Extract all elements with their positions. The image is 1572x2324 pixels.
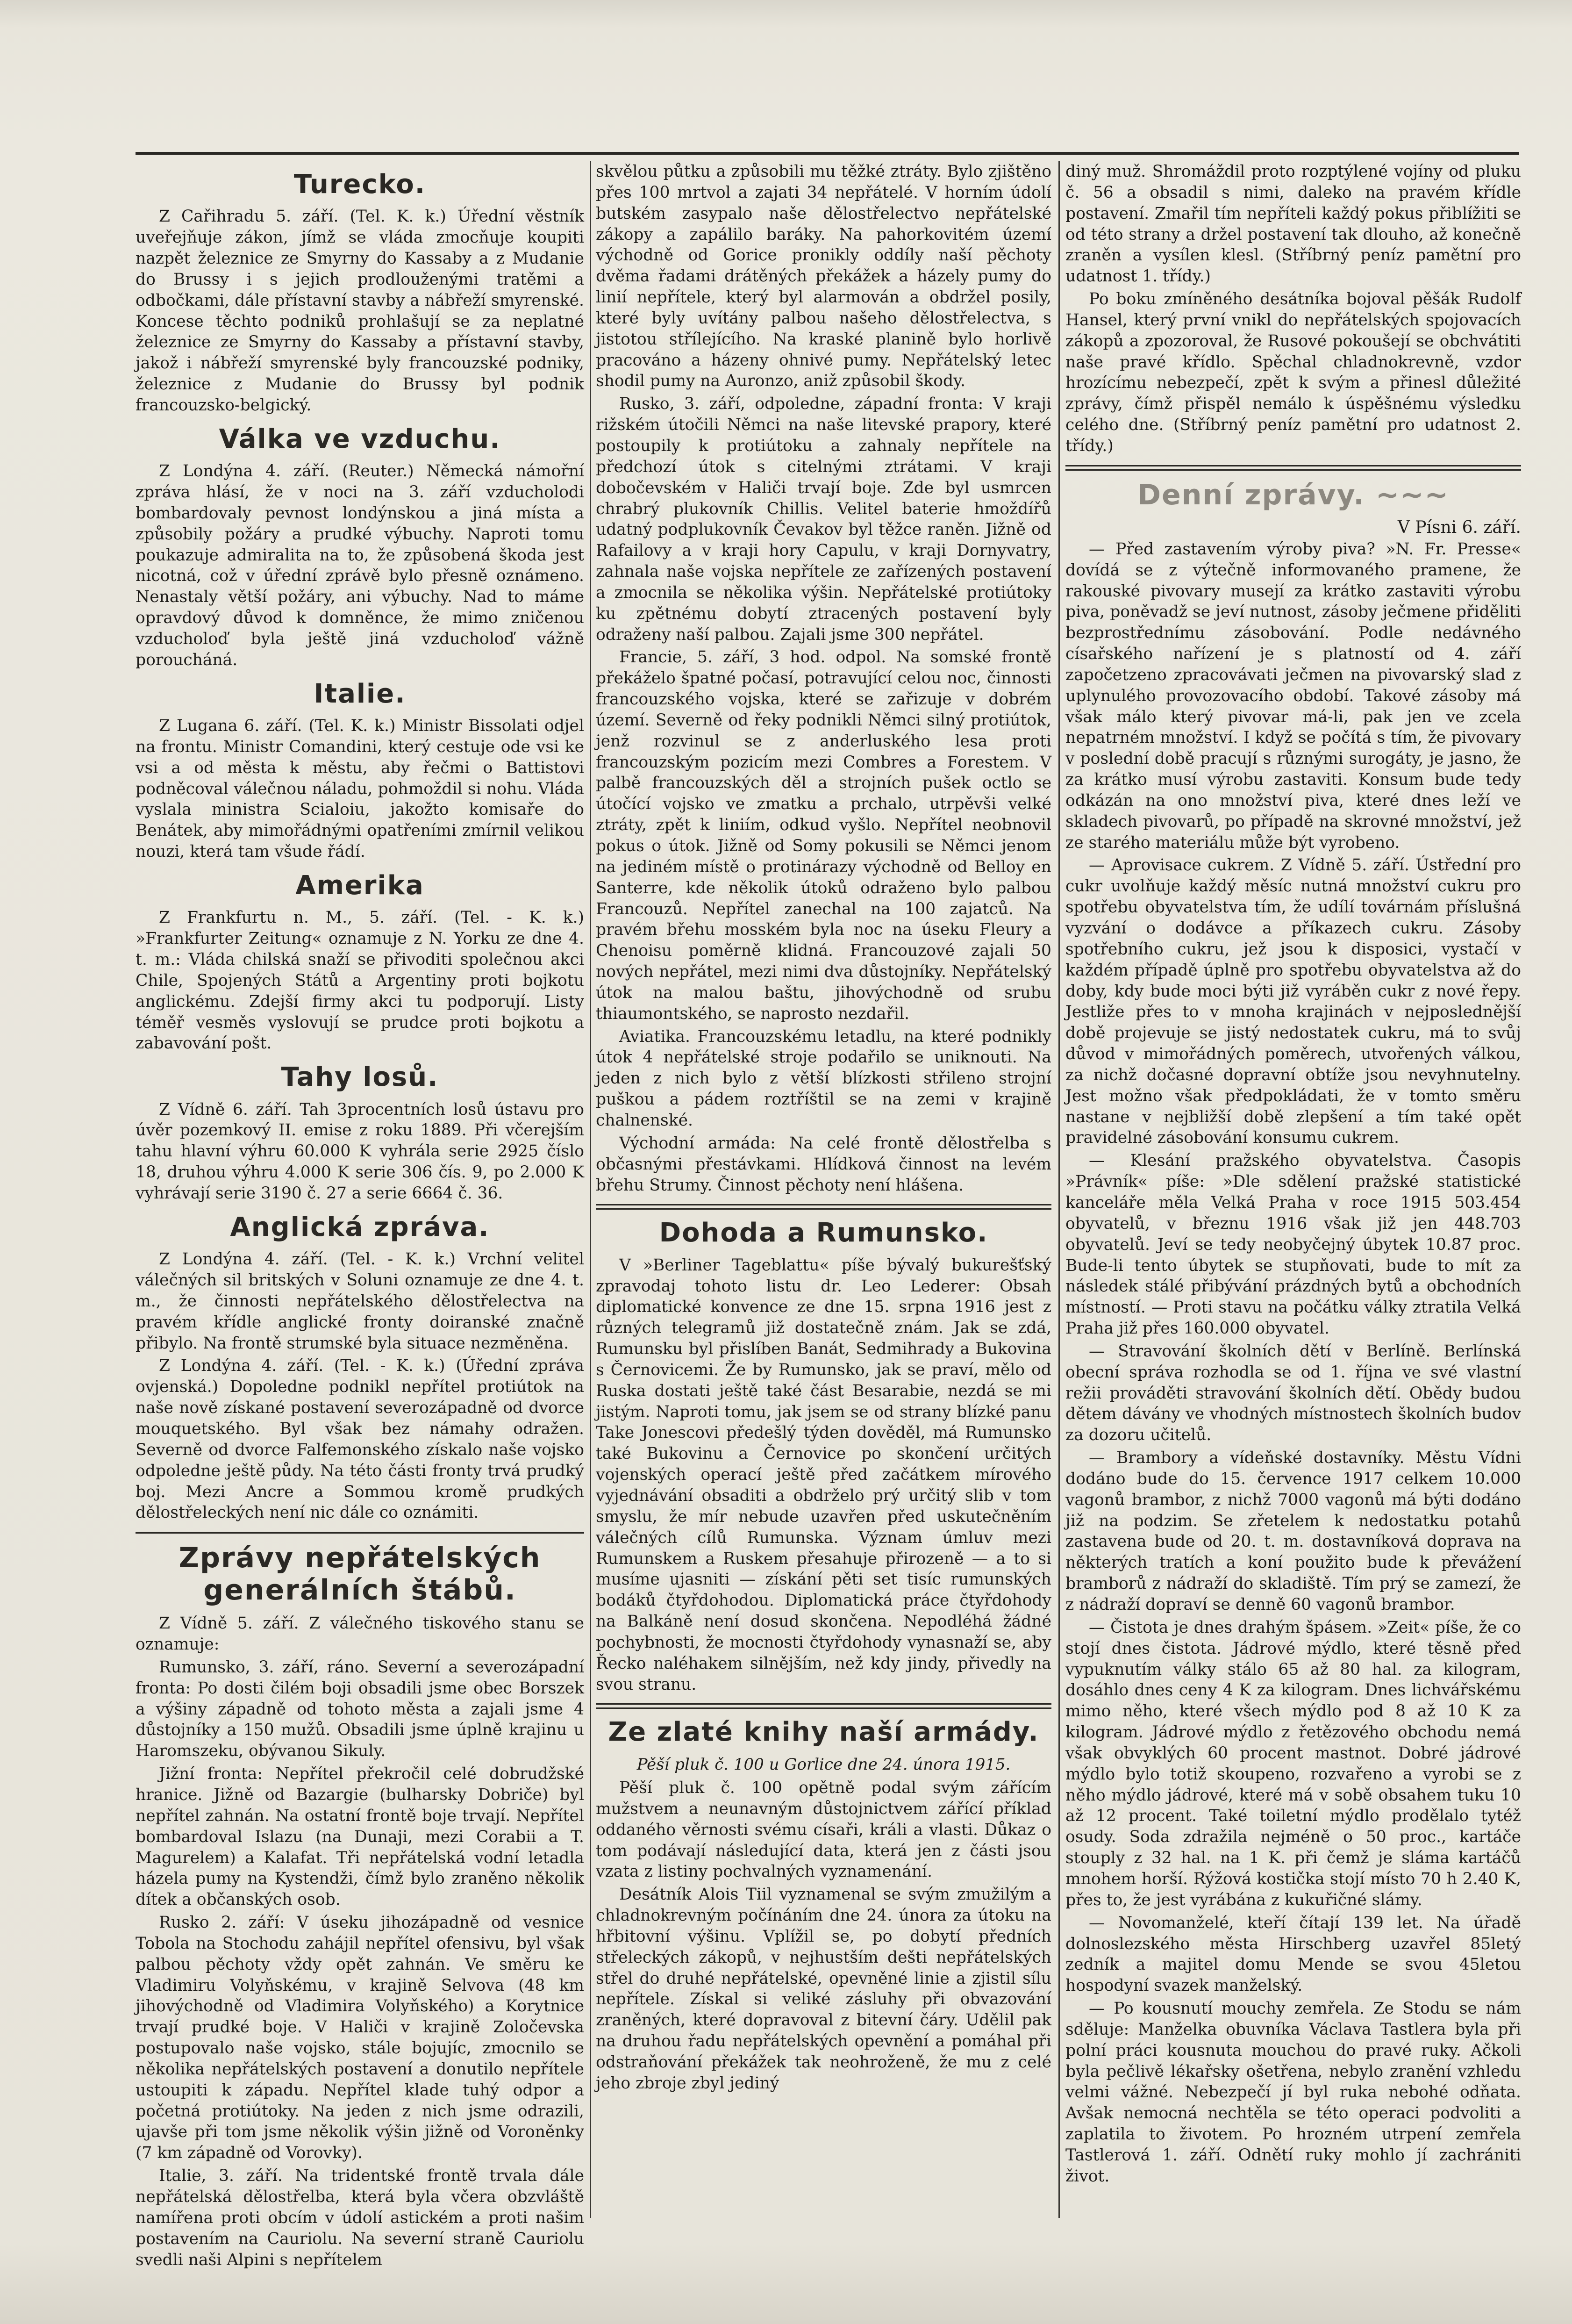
column-3: [1065, 161, 1521, 2293]
section-heading: Italie.: [314, 678, 406, 709]
section-heading: Ze zlaté knihy naší armády.: [608, 1717, 1039, 1748]
article-paragraph: diný muž. Shromáždil proto rozptýlené vojíny od pluku č. 56 a obsadil s nimi, daleko na pravém křídle postavení. Zmařil tím nepříteli každý pokus přiblížiti se od této strany a držel postavení tak dlouho, až konečně zraněn a vysílen klesl. (Stříbrný peníz pamětní pro udatnost 1. třídy.): [1065, 162, 1521, 286]
section-heading: Amerika: [295, 870, 424, 901]
article-paragraph: — Klesání pražského obyvatelstva. Časopis »Právník« píše: »Dle sdělení pražské statistické kanceláře měla Velká Praha v roce 1915 503.454 obyvatelů, v březnu 1916 však již jen 448.703 obyvatelů. Jeví se tedy neobyčejný úbytek 10.87 proc. Bude-li tento úbytek se stupňovati, bude to mít za následek stálé přibývání prázdných bytů a obchodních místností. — Proti stavu na počátku války ztratila Velká Praha již přes 160.000 obyvatel.: [1065, 1151, 1521, 1338]
article-paragraph: — Čistota je dnes drahým špásem. »Zeit« píše, že co stojí dnes čistota. Jádrové mýdlo, které těsně před vypuknutím války stálo 65 až 80 hal. za kilogram, dosáhlo dnes ceny 4 K za kilogram. Dnes lichvářskému mimo něho, které všech mýdlo pod 8 až 10 K za kilogram. Jádrové mýdlo z řetězového obchodu nemá však obvyklých 60 procent mastnot. Dobré jádrové mýdlo bylo totiž skoupeno, rozvařeno a vyrobi se z něho mýdlo jádrové, které má v sobě obsahem tuku 10 až 12 procent. Také toiletní mýdlo prodělalo tytéž osudy. Soda zdražila nejméně o 50 proc., kartáče stouply z 32 hal. na 1 K. při čemž je sláma kartáčů mnohem horší. Rýžová kostička stojí místo 70 h 2.40 K, přes to, že jest vyrábána z kukuřičné slámy.: [1065, 1618, 1521, 1909]
section-rule: [596, 1703, 1051, 1709]
article-paragraph: Z Londýna 4. září. (Reuter.) Německá námořní zpráva hlásí, že v noci na 3. září vzducholodi bombardovaly pevnost londýnskou a jiná místa a způsobily požáry a prudké výbuchy. Naproti tomu poukazuje admiralita na to, že způsobená škoda jest nicotná, což v úřední zprávě bylo přesně oznámeno. Nenastaly větší požáry, ani výbuchy. Nad to máme opravdový důvod k domněnce, že mimo zničenou vzducholoď byla ještě jiná vzducholoď vážně poroucháná.: [136, 462, 584, 669]
article-paragraph: — Aprovisace cukrem. Z Vídně 5. září. Ústřední pro cukr uvolňuje každý měsíc nutná množství cukru pro spotřebu obyvatelstva tím, že udílí továrnám příslušná vyzvání o dodávce a příkazech cukru. Zásoby spotřebního cukru, jež jsou k disposici, vystačí v každém případě úplně pro spotřebu obyvatelstva až do doby, kdy bude moci býti již vyráběn cukr z nové řepy. Jestliže přes to v mnoha krajinách v nejposlednější době projevuje se jistý nedostatek cukru, má to svůj důvod v mimořádných poměrech, utvořených válkou, za nichž dočasné dopravní obtíže jsou nevyhnutelny. Jest možno však předpokládati, že v tomto směru nastane v nejbližší době zlepšení a tím také opět pravidelné zásobování konsumu cukrem.: [1065, 856, 1521, 1148]
article-paragraph: — Po kousnutí mouchy zemřela. Ze Stodu se nám sděluje: Manželka obuvníka Václava Tastlera byla při polní práci kousnuta mouchou do pravé ruky. Ačkoli byla pečlivě lékařsky ošetřena, nebylo zranění vzhledu velmi vážné. Nebezpečí jí byl ruka nebohé odňata. Avšak nemocná nechtěla se této operaci podvoliti a zaplatila to životem. Po hrozném utrpení zemřela Tastlerová 1. září. Odnětí ruky mohlo jí zachrániti život.: [1065, 1999, 1521, 2186]
article-paragraph: Pěší pluk č. 100 opětně podal svým zářícím mužstvem a neunavným důstojnictvem zářící příklad oddaného věrnosti svému císaři, králi a vlasti. Důkaz o tom podávají následující data, která jen z části jsou vzata z listiny pochvalných vyznamenání.: [596, 1779, 1051, 1881]
article-paragraph: Z Vídně 6. září. Tah 3procentních losů ústavu pro úvěr pozemkový II. emise z roku 1889. Při včerejším tahu hlavní výhru 60.000 K vyhrála serie 2925 číslo 18, druhou výhru 4.000 K serie 306 čís. 9, po 2.000 K vyhrávají serie 3190 č. 27 a serie 6664 č. 36.: [136, 1100, 584, 1203]
article-paragraph: Aviatika. Francouzskému letadlu, na které podnikly útok 4 nepřátelské stroje podařilo se uniknouti. Na jeden z nich bylo z větší blízkosti střileno strojní puškou a pádem roztříštil se na zemi v krajině chalnenské.: [596, 1027, 1051, 1130]
article-paragraph: — Brambory a vídeňské dostavníky. Městu Vídni dodáno bude do 15. července 1917 celkem 10.000 vagonů brambor, z nichž 7000 vagonů má býti dodáno již na podzim. Se zřetelem k nedostatku potahů zastavena bude od 20. t. m. dostavníková doprava na některých tratích a koní použito bude k převážení bramborů z nádraží do skladiště. Tím prý se zamezí, že z nádraží dopraví se denně 60 vagonů brambor.: [1065, 1449, 1521, 1614]
section-subheading: Pěší pluk č. 100 u Gorlice dne 24. února 1915.: [636, 1755, 1011, 1774]
column-1: [136, 161, 584, 2269]
article-paragraph: Rusko, 3. září, odpoledne, západní fronta: V kraji rižském útočili Němci na naše litevské prapory, které postoupily k protiútoku a zahnaly nepřítele na předchozí útok s citelnými ztrátami. V kraji dobočevském v Haliči trvají boje. Zde byl usmrcen chrabrý plukovník Chillis. Velitel baterie hmoždířů udatný podplukovník Čevakov byl těžce raněn. Jižně od Rafailovy a v kraji hory Capulu, v kraji Dornyvatry, zahnala naše vojska nepřítele ze zařízených postavení a zmocnila se několika výšin. Nepřátelské protiútoky ku zpětnému dobytí ztracených postavení byly odraženy naší palbou. Zajali jsme 300 nepřátel.: [596, 395, 1051, 644]
article-paragraph: Z Cařihradu 5. září. (Tel. K. k.) Úřední věstník uveřejňuje zákon, jímž se vláda zmocňuje koupiti nazpět železnice ze Smyrny do Kassaby a z Mudanie do Brussy i s jejich prodlouženými tratěmi a odbočkami, dále přístavní stavby a nábřeží smyrenské. Koncese těchto podniků prohlašují se za neplatné železnice ze Smyrny do Kassaby a přístavní stavby, jakož i nábřeží smyrenské byly francouzské podniky, železnice z Mudanie do Brussy byl podnik francouzsko-belgický.: [136, 207, 584, 415]
section-heading: Turecko.: [293, 169, 426, 200]
article-paragraph: V »Berliner Tageblattu« píše bývalý bukurešťský zpravodaj tohoto listu dr. Leo Lederer: Obsah diplomatické konvence ze dne 15. srpna 1916 jest z různých telegramů již dostatečně znám. Jak se zdá, Rumunsku byl přislíben Banát, Sedmihrady a Bukovina s Černovicemi. Že by Rumunsko, jak se praví, mělo od Ruska dostati ještě také část Besarabie, nezdá se mi jistým. Naproti tomu, jak jsem se od strany blízké panu Take Jonescovi předešlý týden dověděl, má Rumunsko také Bukovinu a Černovice po skončení určitých vojenských operací ještě před začátkem mírového vyjednávání obsaditi a obdrželo prý určitý slib v tom smyslu, že mír nebude uzavřen před uskutečněním válečných cílů Rumunska. Význam úmluv mezi Rumunskem a Ruskem přesahuje přirozeně — a to si musíme ujasniti — získání pěti set tisíc rumunských bodáků čtyřdohodou. Diplomatická práce čtyřdohody na Balkáně není dosud skončena. Nepodléhá žádné pochybnosti, že mocnosti čtyřdohody vynasnaží se, aby Řecko naléhakem silnějším, než kdy jindy, přivedly na svou stranu.: [596, 1255, 1051, 1694]
article-paragraph: Z Vídně 5. září. Z válečného tiskového stanu se oznamuje:: [136, 1614, 584, 1654]
article-paragraph: Italie, 3. září. Na tridentské frontě trvala dále nepřátelská dělostřelba, která byla včera obzvláště namířena proti obcím v údolí astickém a proti našim postavením na Cauriolu. Na severní straně Cauriolu svedli naši Alpini s nepřítelem: [136, 2166, 584, 2269]
article-paragraph: — Stravování školních dětí v Berlíně. Berlínská obecní správa rozhodla se od 1. října ve své vlastní režii prováděti stravování školních dětí. Obědy budou dětem dávány ve vhodných místnostech školních budov za dozoru učitelů.: [1065, 1341, 1521, 1445]
header-rule: [136, 152, 1519, 155]
column-divider: [1058, 161, 1060, 2218]
article-paragraph: Z Londýna 4. září. (Tel. - K. k.) Vrchní velitel válečných sil britských v Soluni oznamuje ze dne 4. t. m., že činnosti nepřátelského dělostřelectva na pravém křídle anglické fronty doiranské značně přibylo. Na frontě strumské byla situace nezměněna.: [136, 1250, 584, 1353]
article-paragraph: Z Frankfurtu n. M., 5. září. (Tel. - K. k.) »Frankfurter Zeitung« oznamuje z N. Yorku ze dne 4. t. m.: Vláda chilská snaží se přivoditi společnou akci Chile, Spojených Států a Argentiny proti bojkotu anglickému. Zdejší firmy akci tu podporují. Listy téměř vesměs vyslovují se prudce proti bojkotu a zabavování pošt.: [136, 908, 584, 1053]
section-rule: [1065, 465, 1521, 471]
section-heading: Zprávy nepřátelských generálních štábů.: [179, 1542, 541, 1607]
section-heading: Dohoda a Rumunsko.: [659, 1218, 988, 1248]
article-paragraph: Po boku zmíněného desátníka bojoval pěšák Rudolf Hansel, který první vnikl do nepřátelských spojovacích zákopů a zpozoroval, že Rusové pokoušejí se obchvátiti naše pravé křídlo. Spěchal chladnokrevně, vzdor hrozícímu nebezpečí, zpět k svým a přinesl důležité zprávy, čímž přispěl nemálo k úspěšnému výsledku celého dne. (Stříbrný peníz pamětní pro udatnost 2. třídy.): [1065, 290, 1521, 455]
section-heading: Anglická zpráva.: [230, 1212, 490, 1242]
article-paragraph: Francie, 5. září, 3 hod. odpol. Na somské frontě překáželo špatné počasí, potravující celou noc, činnosti francouzského vojska, které se zařizuje v dobrém území. Severně od řeky podnikli Němci silný protiútok, jenž rozvinul se z anderluského lesa proti francouzským pozicím mezi Combres a Forestem. V palbě francouzských děl a strojních pušek octlo se útočící vojsko ve zmatku a prchalo, utrpěvši velké ztráty, zpět k liniím, odkud vyšlo. Nepřítel neobnovil pokus o útok. Jižně od Somy pokusili se Němci jenom na jediném místě o protinárazy východně od Belloy en Santerre, kde několik útoků odraženo bylo palbou Francouzů. Nepřítel zanechal na 100 zajatců. Na pravém břehu mosském byla noc na úseku Fleury a Chenoisu poměrně klidná. Francouzové zajali 50 nových nepřátel, mezi nimi dva důstojníky. Nepřátelský útok na malou baštu, jihovýchodně od srubu thiaumontského, se naprosto nezdařil.: [596, 648, 1051, 1023]
article-paragraph: Z Lugana 6. září. (Tel. K. k.) Ministr Bissolati odjel na frontu. Ministr Comandini, který cestuje ode vsi ke vsi a od města k městu, aby řečmi o Battistovi podněcoval válečnou náladu, pohmoždil si nohu. Vláda vyslala ministra Scialoiu, jakožto komisaře do Benátek, aby mimořádnými opatřeními zmírnil velikou nouzi, která tam všude řádí.: [136, 717, 584, 861]
article-paragraph: skvělou půtku a způsobili mu těžké ztráty. Bylo zjištěno přes 100 mrtvol a zajati 34 nepřátelé. V horním údolí butském zasypalo naše dělostřelectvo nepřátelské zákopy a zapálilo baráky. Na pahorkovitém území východně od Gorice pronikly oddíly naší pěchoty dvěma řadami drátěných překážek a házely pumy do linií nepřítele, který byl alarmován a obdržel posily, které byly uvítány palbou našeho dělostřelectva, s jistotou střílejícího. Na kraské planině bylo horlivě pracováno a házeny ohnivé pumy. Nepřátelský letec shodil pumy na Auronzo, aniž způsobil škody.: [596, 162, 1051, 391]
section-rule: [596, 1204, 1051, 1210]
column-2: [596, 161, 1051, 2293]
section-heading: Denní zprávy. ~~~: [1137, 478, 1449, 511]
article-paragraph: — Před zastavením výroby piva? »N. Fr. Presse« dovídá se z výtečně informovaného pramene, že rakouské pivovary musejí za krátko zastaviti výrobu piva, poněvadž se jeví nutnost, zásoby ječmene přiděliti bezprostřednímu zásobování. Podle nedávného císařského nařízení je s platností od 4. září započetzeno zpracovávati ječmen na pivovarský slad z uplynulého provozovacího období. Takové zásoby má však málo který pivovar má-li, pak jen ve zcela nepatrném množství. I když se počítá s tím, že pivovary v poslední době pracují s různými surogáty, je jasno, že za krátko musí výrobu zastaviti. Konsum bude tedy odkázán na ono množství piva, které dnes leží ve skladech pivovarů, po případě na skrovné množství, jež ze starého materiálu může být vyrobeno.: [1065, 539, 1521, 852]
article-paragraph: Desátník Alois Tiil vyznamenal se svým zmužilým a chladnokrevným počínáním dne 24. února za útoku na hřbitovní výšinu. Vplížil se, po dobytí předních střeleckých zákopů, v nejhustším dešti nepřátelských střel do druhé nepřátelské, opevněné linie a zjistil sílu nepřítele. Získal si veliké zásluhy při obvazování zraněných, které dopravoval z bitevní čáry. Udělil pak na druhou řadu nepřátelských opevnění a pomáhal při odstraňování překážek tak neohroženě, že mu z celé jeho zbroje zbyl jediný: [596, 1885, 1051, 2093]
article-paragraph: Rusko 2. září: V úseku jihozápadně od vesnice Tobola na Stochodu zahájil nepřítel ofensivu, byl však palbou pěchoty vždy opět zahnán. Ve směru ke Vladimiru Volyňskému, v krajině Selvova (48 km jihovýchodně od Vladimira Volyňského) a Korytnice trvají prudké boje. V Haliči v krajině Zoločevska postupovalo naše vojsko, stále bojujíc, zmocnilo se několika nepřátelských postavení a donutilo nepřítele ustoupiti k západu. Nepřítel klade tuhý odpor a početná protiútoky. Na jeden z nich jsme odrazili, ujavše při tom jsme několik výšin jižně od Voroněnky (7 km západně od Vorovky).: [136, 1913, 584, 2163]
article-paragraph: Jižní fronta: Nepřítel překročil celé dobrudžské hranice. Jižně od Bazargie (bulharsky Dobriče) byl nepřítel zahnán. Na ostatní frontě boje trvají. Nepřítel bombardoval Islazu (na Dunaji, mezi Corabii a T. Magurelem) a Kalafat. Tři nepřátelská vodní letadla házela pumy na Kystendži, čímž bylo zraněno několik dítek a občanských osob.: [136, 1765, 584, 1909]
article-paragraph: Východní armáda: Na celé frontě dělostřelba s občasnými přestávkami. Hlídková činnost na levém břehu Strumy. Činnost pěchoty není hlášena.: [596, 1133, 1051, 1195]
dateline: V Písni 6. září.: [1397, 517, 1521, 537]
section-rule: [136, 1532, 584, 1534]
section-heading: Válka ve vzduchu.: [219, 423, 501, 454]
article-paragraph: Z Londýna 4. září. (Tel. - K. k.) (Úřední zpráva ovjenská.) Dopoledne podnikl nepřítel protiútok na naše nově získané postavení severozápadně od dvorce mouquetského. Byl však bez námahy odražen. Severně od dvorce Falfemonského získalo naše vojsko odpoledne ještě půdy. Na této části fronty trvá prudký boj. Mezi Ancre a Sommou kromě prudkých dělostřeleckých není nic dále co oznámiti.: [136, 1356, 584, 1522]
article-paragraph: — Novomanželé, kteří čítají 139 let. Na úřadě dolnoslezského města Hirschberg uzavřel 85letý zedník a majitel domu Mende se svou 45letou hospodyní svazek manželský.: [1065, 1913, 1521, 1995]
column-divider: [590, 161, 591, 2218]
section-heading: Tahy losů.: [281, 1062, 439, 1093]
article-paragraph: Rumunsko, 3. září, ráno. Severní a severozápadní fronta: Po dosti čilém boji obsadili jsme obec Borszek a výšiny západně od tohoto města a zajali jsme 4 důstojníky a 150 mužů. Obsadili jsme úplně krajinu u Haromszeku, obývanou Sikuly.: [136, 1657, 584, 1761]
